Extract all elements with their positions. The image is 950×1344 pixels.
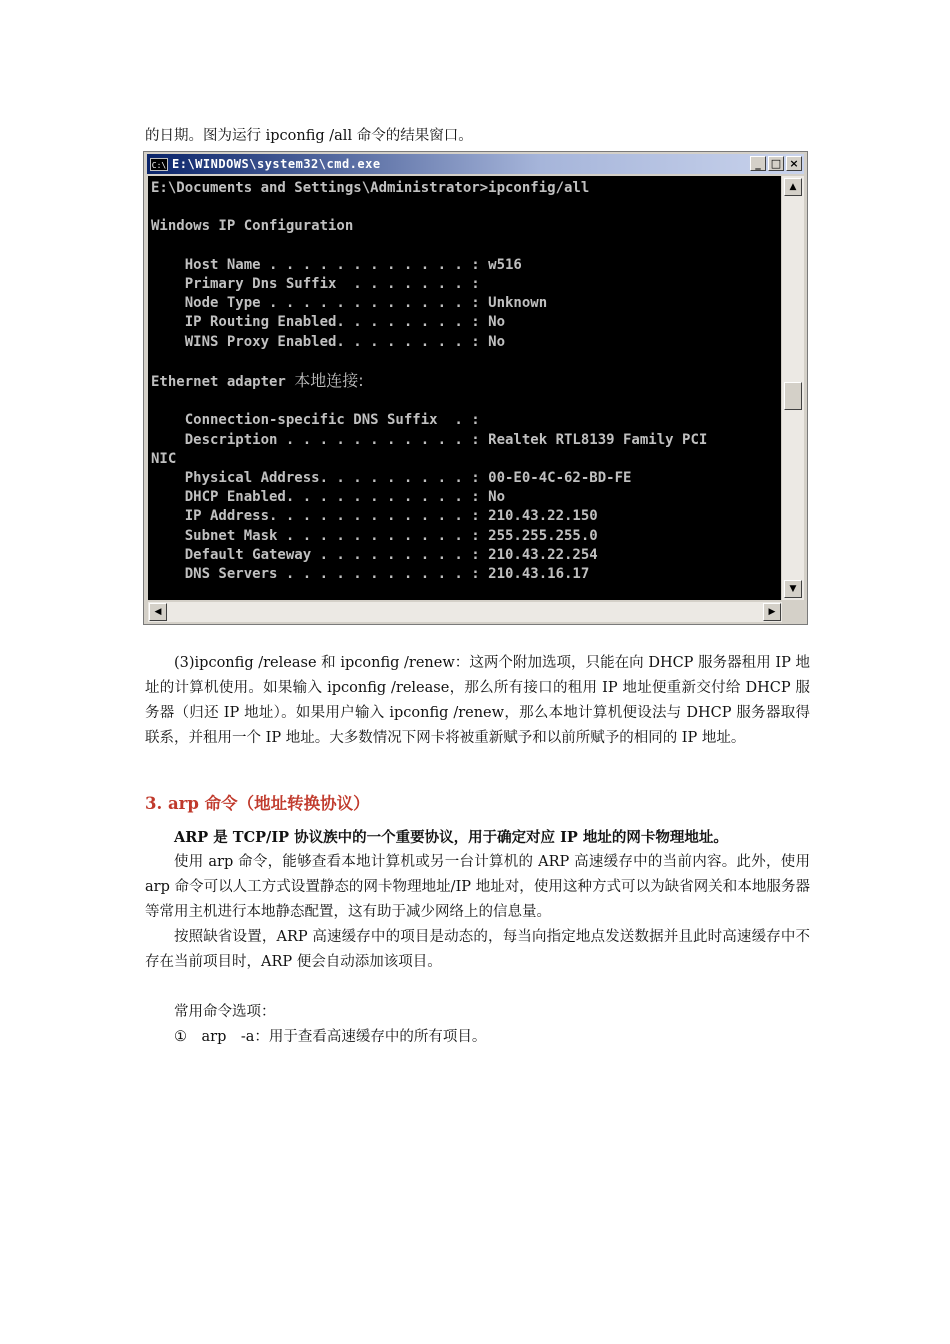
console-line: NIC: [151, 450, 177, 467]
console-output[interactable]: [148, 176, 781, 600]
console-line: Description . . . . . . . . . . . : Realtek RTL8139 Family PCI: [151, 431, 708, 448]
section-heading: 3. arp 命令（地址转换协议）: [145, 794, 370, 813]
console-line: Windows IP Configuration: [151, 218, 354, 235]
console-line: [151, 237, 781, 256]
resize-corner[interactable]: [782, 602, 804, 622]
scroll-up-button[interactable]: ▲: [784, 178, 802, 196]
console-line: Primary Dns Suffix . . . . . . . :: [151, 276, 480, 293]
minimize-button[interactable]: _: [750, 156, 766, 171]
console-line: [151, 392, 781, 411]
console-line: Physical Address. . . . . . . . . : 00-E0-4C-62-BD-FE: [151, 470, 632, 487]
option-arp-a: ① arp -a：用于查看高速缓存中的所有项目。: [174, 1029, 487, 1045]
scroll-right-button[interactable]: ▶: [763, 603, 781, 621]
console-line: DNS Servers . . . . . . . . . . . : 210.43.16.17: [151, 566, 590, 583]
paragraph-arp-default: 按照缺省设置，ARP 高速缓存中的项目是动态的，每当向指定地点发送数据并且此时高速缓存中不存在当前项目时，ARP 便会自动添加该项目。: [145, 929, 810, 970]
scroll-thumb[interactable]: [784, 382, 802, 410]
scroll-down-button[interactable]: ▼: [784, 580, 802, 598]
console-line: Ethernet adapter 本地连接:: [151, 371, 364, 391]
maximize-button[interactable]: □: [768, 156, 784, 171]
paragraph-arp-usage: 使用 arp 命令，能够查看本地计算机或另一台计算机的 ARP 高速缓存中的当前内容。此外，使用 arp 命令可以人工方式设置静态的网卡物理地址/IP 地址对，使用这种方式可以为缺省网关和本地服务器等常用主机进行本地静态配置，这有助于减少网络上的信息量。: [145, 854, 810, 920]
vertical-scrollbar[interactable]: [782, 176, 804, 600]
close-button[interactable]: ×: [786, 156, 802, 171]
console-line: Default Gateway . . . . . . . . . : 210.43.22.254: [151, 546, 598, 563]
console-line: IP Address. . . . . . . . . . . . : 210.43.22.150: [151, 508, 598, 525]
cmd-window: [143, 151, 808, 625]
console-line: DHCP Enabled. . . . . . . . . . . : No: [151, 489, 506, 506]
window-title: E:\WINDOWS\system32\cmd.exe: [172, 157, 381, 171]
console-line: Connection-specific DNS Suffix . :: [151, 412, 480, 429]
console-line: [151, 198, 781, 217]
console-line: Host Name . . . . . . . . . . . . : w516: [151, 256, 522, 273]
adapter-name: 本地连接:: [294, 371, 364, 391]
console-line: Node Type . . . . . . . . . . . . : Unknown: [151, 295, 548, 312]
console-line: E:\Documents and Settings\Administrator>ipconfig/all: [151, 180, 590, 196]
intro-text: 的日期。图为运行 ipconfig /all 命令的结果窗口。: [145, 128, 473, 144]
paragraph-release: (3)ipconfig /release 和 ipconfig /renew：这两个附加选项，只能在向 DHCP 服务器租用 IP 地址的计算机使用。如果输入 ipconfig /release，那么所有接口的租用 IP 地址便重新交付给 DHCP 服务器（归还 IP 地址）。如果用户输入 ipconfig /renew，那么本地计算机便设法与 DHCP 服务器取得联系，并租用一个 IP 地址。大多数情况下网卡将被重新赋予和以前所赋予的相同的 IP 地址。: [145, 655, 810, 746]
cmd-icon[interactable]: C:\: [150, 158, 168, 171]
options-label: 常用命令选项：: [174, 1004, 276, 1020]
scroll-left-button[interactable]: ◀: [149, 603, 167, 621]
console-line: IP Routing Enabled. . . . . . . . : No: [151, 314, 506, 331]
title-bar[interactable]: [147, 154, 804, 174]
paragraph-arp-definition: ARP 是 TCP/IP 协议族中的一个重要协议，用于确定对应 IP 地址的网卡物理地址。: [174, 829, 728, 846]
console-line: [151, 352, 781, 371]
console-line: WINS Proxy Enabled. . . . . . . . : No: [151, 333, 506, 350]
horizontal-scrollbar[interactable]: [148, 602, 782, 622]
console-line: Subnet Mask . . . . . . . . . . . : 255.255.255.0: [151, 527, 598, 544]
